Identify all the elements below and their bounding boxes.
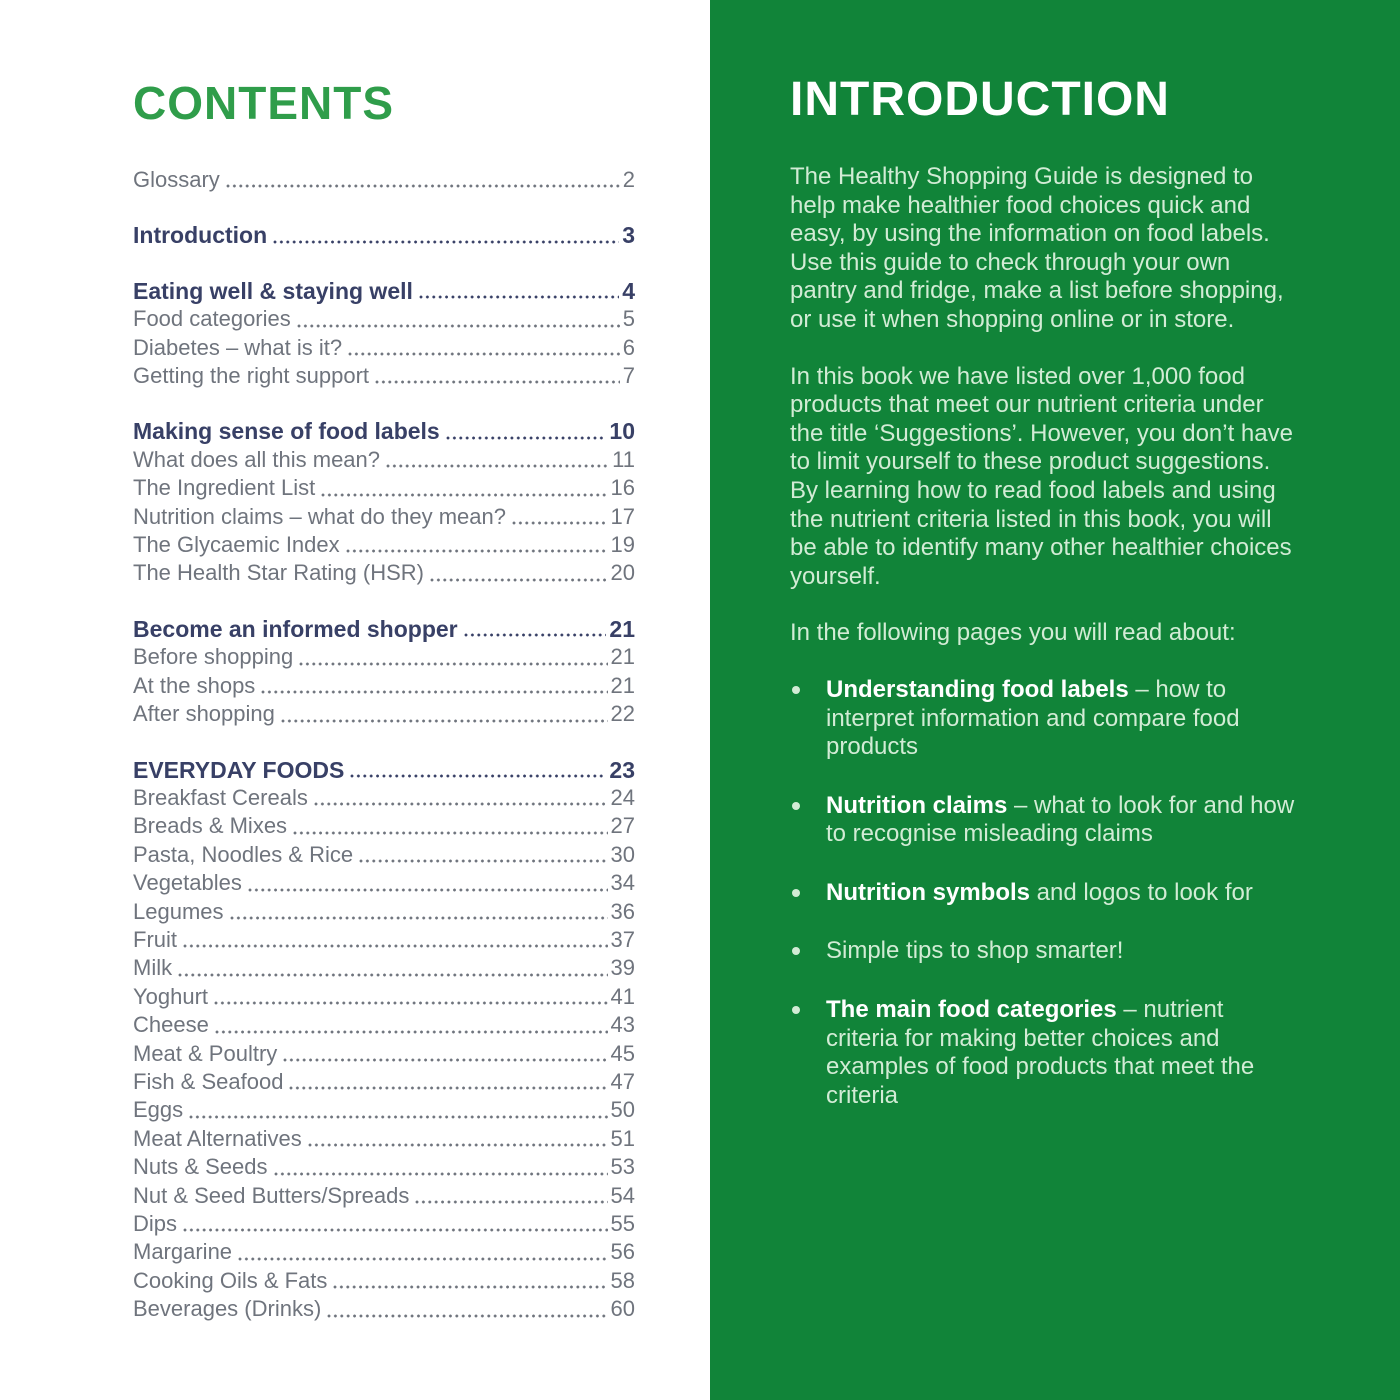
toc-row: [133, 1040, 635, 1068]
toc-page-number: 45: [610, 1040, 635, 1066]
toc-leader-dots: [512, 521, 608, 525]
toc-entry-label: Become an informed shopper: [133, 615, 458, 642]
toc-page-number: 23: [609, 756, 635, 783]
toc-page-number: 24: [610, 784, 635, 810]
toc-row: [133, 531, 635, 559]
toc-entry-label: Cheese: [133, 1012, 209, 1038]
toc-row: [133, 334, 635, 362]
toc-page-number: 10: [609, 418, 635, 445]
bullet-lead-in: The main food categories: [826, 996, 1117, 1024]
toc-row: [133, 1096, 635, 1124]
introduction-page: [710, 0, 1400, 1400]
toc-row: [133, 277, 635, 305]
toc-leader-dots: [415, 1200, 607, 1204]
toc-row: [133, 869, 635, 897]
toc-leader-dots: [214, 1001, 607, 1005]
toc-row: [133, 1238, 635, 1266]
toc-section: [133, 756, 635, 1324]
bullet-item: [790, 792, 1302, 849]
toc-row: [133, 1153, 635, 1181]
toc-row: [133, 417, 635, 445]
toc-page-number: 21: [609, 615, 635, 642]
toc-entry-label: Eggs: [133, 1097, 184, 1123]
bullet-item: [790, 676, 1302, 762]
toc-leader-dots: [419, 295, 619, 299]
toc-entry-label: Beverages (Drinks): [133, 1296, 322, 1322]
toc-row: [133, 1182, 635, 1210]
toc-entry-label: Breakfast Cereals: [133, 784, 308, 810]
toc-row: [133, 983, 635, 1011]
toc-page-number: 55: [610, 1211, 635, 1236]
toc-section: [133, 417, 635, 587]
toc-leader-dots: [248, 888, 608, 892]
bullet-text: Simple tips to shop smarter!: [826, 937, 1124, 965]
bullet-icon: [792, 1006, 800, 1014]
toc-row: [133, 559, 635, 587]
toc-page-number: 60: [610, 1296, 635, 1322]
bullet-icon: [792, 802, 800, 810]
toc-leader-dots: [314, 802, 608, 806]
toc-entry-label: Eating well & staying well: [133, 277, 413, 304]
toc-page-number: 30: [610, 841, 635, 867]
toc-row: [133, 474, 635, 502]
toc-leader-dots: [333, 1285, 607, 1289]
toc-row: [133, 672, 635, 700]
toc-leader-dots: [321, 493, 607, 497]
toc-row: [133, 446, 635, 474]
toc-leader-dots: [350, 774, 606, 778]
toc-leader-dots: [327, 1314, 607, 1318]
toc-row: [133, 221, 635, 249]
toc-leader-dots: [348, 352, 620, 356]
toc-entry-label: Getting the right support: [133, 363, 370, 389]
toc-entry-label: Cooking Oils & Fats: [133, 1267, 328, 1293]
toc-leader-dots: [464, 633, 607, 637]
bullet-item: [790, 879, 1302, 908]
toc-leader-dots: [226, 184, 620, 188]
toc-row: [133, 812, 635, 840]
bullet-item: [790, 996, 1302, 1110]
toc-row: [133, 898, 635, 926]
toc-leader-dots: [238, 1257, 607, 1261]
toc-leader-dots: [293, 831, 607, 835]
toc-row: [133, 1267, 635, 1295]
toc-row: [133, 1125, 635, 1153]
toc-leader-dots: [289, 1086, 607, 1090]
toc-page-number: 22: [610, 701, 635, 727]
toc-row: [133, 1068, 635, 1096]
toc-leader-dots: [283, 1058, 607, 1062]
bullet-lead-in: Nutrition claims: [826, 791, 1008, 819]
toc-page-number: 56: [610, 1239, 635, 1265]
toc-row: [133, 362, 635, 390]
toc-entry-label: Meat Alternatives: [133, 1125, 302, 1151]
introduction-bullets: [790, 676, 1302, 1111]
toc-leader-dots: [183, 1228, 608, 1232]
toc-row: [133, 643, 635, 671]
bullet-icon: [792, 889, 800, 897]
toc-page-number: 20: [610, 560, 635, 586]
toc-entry-label: Nutrition claims – what do they mean?: [133, 503, 506, 529]
toc-page-number: 58: [610, 1267, 635, 1293]
introduction-paragraph: The Healthy Shopping Guide is designed to help make healthier food choices quick and easy, by using the information on food labels. Use this guide to check through your own pantry and fridge, make a list before shopping, or use it when shopping online or in store.: [790, 163, 1284, 333]
bullet-text: Nutrition symbols and logos to look for: [826, 878, 1253, 906]
toc-page-number: 47: [610, 1068, 635, 1094]
toc-leader-dots: [230, 916, 608, 920]
toc-row: [133, 756, 635, 784]
toc-entry-label: The Ingredient List: [133, 475, 316, 501]
toc-section: [133, 277, 635, 391]
toc-row: [133, 1210, 635, 1238]
toc-entry-label: Making sense of food labels: [133, 418, 440, 445]
toc-leader-dots: [297, 324, 620, 328]
toc-page-number: 17: [610, 503, 635, 529]
toc-entry-label: Breads & Mixes: [133, 813, 288, 839]
toc-leader-dots: [261, 690, 607, 694]
toc-row: [133, 954, 635, 982]
introduction-paragraphs: [790, 163, 1302, 648]
table-of-contents: [133, 166, 635, 1324]
toc-page-number: 6: [622, 334, 635, 360]
toc-leader-dots: [299, 662, 607, 666]
toc-section: [133, 615, 635, 729]
toc-page-number: 7: [622, 363, 635, 389]
bullet-lead-in: Understanding food labels: [826, 675, 1129, 703]
toc-page-number: 39: [610, 955, 635, 981]
toc-page-number: 50: [610, 1097, 635, 1123]
toc-page-number: 19: [610, 532, 635, 558]
toc-page-number: 4: [622, 277, 635, 304]
toc-page-number: 37: [610, 926, 635, 952]
toc-leader-dots: [281, 719, 608, 723]
toc-row: [133, 305, 635, 333]
toc-entry-label: What does all this mean?: [133, 446, 381, 472]
toc-entry-label: Vegetables: [133, 870, 242, 896]
introduction-paragraph: In this book we have listed over 1,000 food products that meet our nutrient criteria under the title ‘Suggestions’. However, you don’t have to limit yourself to these product suggestions. By learning how to read food labels and using the nutrient criteria listed in this book, you will be able to identify many other healthier choices yourself.: [790, 362, 1293, 590]
introduction-paragraph: In the following pages you will read about:: [790, 619, 1236, 647]
toc-entry-label: Nut & Seed Butters/Spreads: [133, 1182, 410, 1208]
toc-row: [133, 700, 635, 728]
toc-entry-label: Fish & Seafood: [133, 1068, 284, 1094]
toc-leader-dots: [359, 859, 607, 863]
toc-leader-dots: [375, 380, 620, 384]
toc-entry-label: Margarine: [133, 1239, 233, 1265]
toc-page-number: 3: [622, 222, 635, 249]
bullet-text: Nutrition claims – what to look for and how to recognise misleading claims: [826, 791, 1295, 848]
toc-entry-label: The Health Star Rating (HSR): [133, 560, 424, 586]
bullet-lead-in: Nutrition symbols: [826, 878, 1031, 906]
toc-row: [133, 615, 635, 643]
bullet-text: Understanding food labels – how to interpret information and compare food products: [826, 675, 1240, 761]
bullet-item: [790, 937, 1302, 966]
toc-leader-dots: [215, 1030, 608, 1034]
toc-page-number: 21: [610, 672, 635, 698]
toc-entry-label: Milk: [133, 955, 173, 981]
toc-leader-dots: [430, 578, 608, 582]
toc-row: [133, 503, 635, 531]
toc-leader-dots: [189, 1115, 607, 1119]
toc-entry-label: Dips: [133, 1211, 178, 1236]
toc-page-number: 5: [622, 306, 635, 332]
toc-entry-label: Diabetes – what is it?: [133, 334, 343, 360]
toc-leader-dots: [446, 436, 607, 440]
introduction-title: INTRODUCTION: [790, 73, 1170, 126]
toc-leader-dots: [273, 240, 619, 244]
bullet-text: The main food categories – nutrient criteria for making better choices and examples of food products that meet the criteria: [826, 996, 1255, 1109]
toc-entry-label: The Glycaemic Index: [133, 532, 340, 558]
toc-leader-dots: [183, 944, 608, 948]
toc-page-number: 11: [612, 446, 635, 472]
toc-entry-label: At the shops: [133, 672, 256, 698]
bullet-icon: [792, 686, 800, 694]
toc-entry-label: Food categories: [133, 306, 291, 332]
toc-entry-label: Pasta, Noodles & Rice: [133, 841, 354, 867]
toc-page-number: 53: [610, 1154, 635, 1180]
toc-row: [133, 841, 635, 869]
toc-entry-label: EVERYDAY FOODS: [133, 756, 345, 783]
toc-row: [133, 1295, 635, 1323]
toc-page-number: 21: [610, 644, 635, 670]
toc-leader-dots: [386, 464, 609, 468]
toc-page-number: 27: [610, 813, 635, 839]
toc-entry-label: Fruit: [133, 926, 177, 952]
toc-entry-label: Legumes: [133, 898, 224, 924]
toc-leader-dots: [178, 973, 607, 977]
toc-page-number: 16: [610, 475, 635, 501]
toc-section: [133, 221, 635, 249]
toc-page-number: 41: [610, 983, 635, 1009]
toc-row: [133, 926, 635, 954]
toc-row: [133, 166, 635, 194]
toc-leader-dots: [346, 549, 608, 553]
toc-row: [133, 1011, 635, 1039]
toc-page-number: 51: [610, 1125, 635, 1151]
bullet-icon: [792, 947, 800, 955]
toc-entry-label: Yoghurt: [133, 983, 209, 1009]
contents-title: CONTENTS: [133, 77, 394, 129]
toc-leader-dots: [274, 1172, 608, 1176]
toc-page-number: 43: [610, 1012, 635, 1038]
toc-page-number: 36: [610, 898, 635, 924]
toc-entry-label: Nuts & Seeds: [133, 1154, 268, 1180]
toc-row: [133, 784, 635, 812]
toc-entry-label: Before shopping: [133, 644, 294, 670]
toc-page-number: 2: [622, 167, 635, 192]
toc-entry-label: Introduction: [133, 222, 268, 249]
toc-page-number: 54: [610, 1182, 635, 1208]
toc-entry-label: After shopping: [133, 701, 275, 727]
toc-page-number: 34: [610, 870, 635, 896]
toc-leader-dots: [308, 1143, 608, 1147]
toc-entry-label: Glossary: [133, 167, 220, 192]
toc-section: [133, 166, 635, 194]
toc-entry-label: Meat & Poultry: [133, 1040, 278, 1066]
